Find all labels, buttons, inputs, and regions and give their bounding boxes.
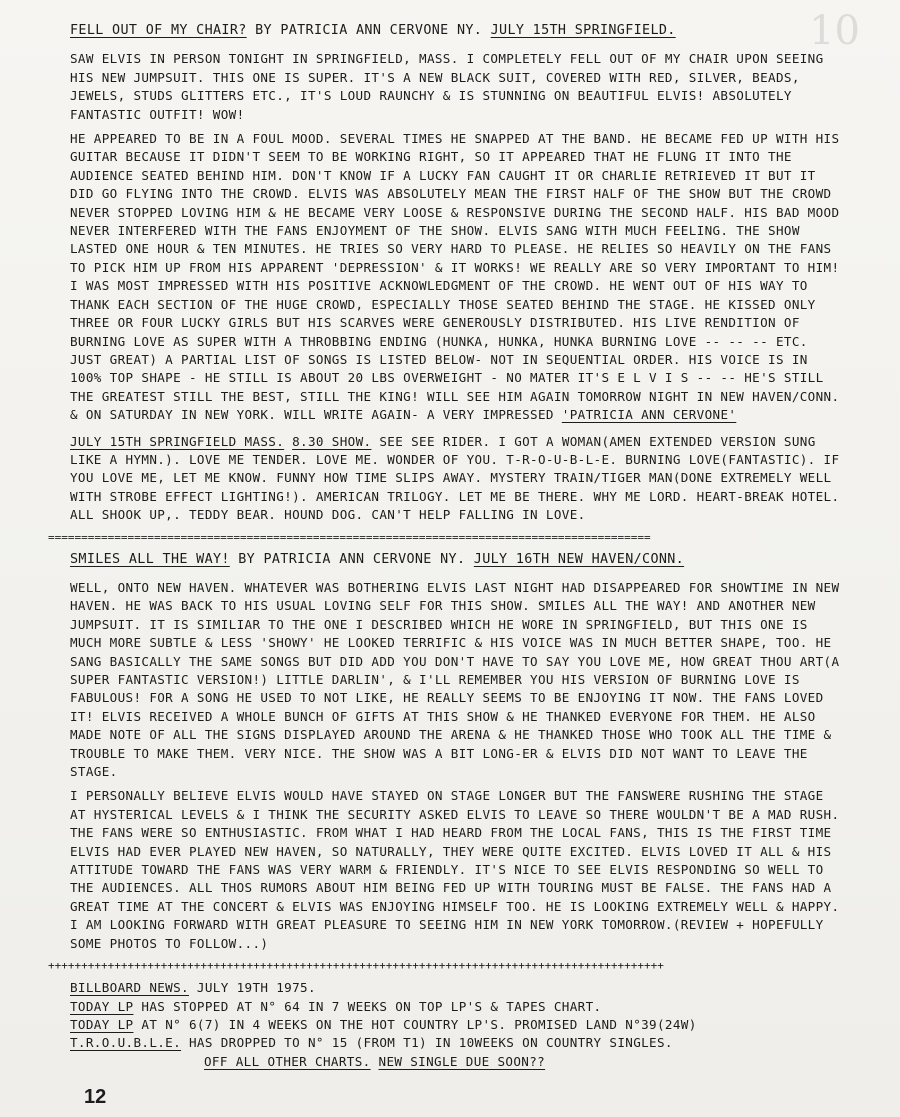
article1-paragraph-2-text: HE APPEARED TO BE IN A FOUL MOOD. SEVERAL TIMES HE SNAPPED AT THE BAND. HE BECAME FED UP WITH HIS GUITAR BECAUSE IT DIDN'T SEEM TO BE WORKING RIGHT, SO IT APPEARED THAT HE FLUNG IT INTO THE AUDIENCE SEATED BEHIND HIM. DON'T KNOW IF A LUCKY FAN CAUGHT IT OR CHARLIE RETRIEVED IT BUT IT DID GO FLYING INTO THE CROWD. ELVIS WAS ABSOLUTELY MEAN THE FIRST HALF OF THE SHOW BUT THE CROWD NEVER STOPPED LOVING HIM & HE BECAME VERY LOOSE & RESPONSIVE DURING THE SECOND HALF. HIS BAD MOOD NEVER INTERFERED WITH THE FANS ENJOYMENT OF THE SHOW. ELVIS SANG WITH MUCH FEELING. THE SHOW LASTED ONE HOUR & TEN MINUTES. HE TRIES SO VERY HARD TO PLEASE. HE RELIES SO HEAVILY ON THE FANS TO PICK HIM UP FROM HIS APPARENT 'DEPRESSION' & IT WORKS! WE REALLY ARE SO VERY IMPORTANT TO HIM! I WAS MOST IMPRESSED WITH HIS POSITIVE ACKNOWLEDGMENT OF THE CROWD. HE WENT OUT OF HIS WAY TO THANK EACH SECTION OF THE HUGE CROWD, ESPECIALLY THOSE SEATED BEHIND THE STAGE. HE KISSED ONLY THREE OR FOUR LUCKY GIRLS BUT HIS SCARVES WERE GENEROUSLY DISTRIBUTED. HIS LIVE RENDITION OF BURNING LOVE AS SUPER WITH A THROBBING ENDING (HUNKA, HUNKA, HUNKA BURNING LOVE -- -- -- ETC. JUST GREAT) A PARTIAL LIST OF SONGS IS LISTED BELOW- NOT IN SEQUENTIAL ORDER. HIS VOICE IS IN 100% TOP SHAPE - HE STILL IS ABOUT 20 LBS OVERWEIGHT - NO MATER IT'S E L V I S -- -- HE'S STILL THE GREATEST STILL THE BEST, STILL THE KING! WILL SEE HIM AGAIN TOMORROW NIGHT IN NEW HAVEN/CONN. & ON SATURDAY IN NEW YORK. WILL WRITE AGAIN- A VERY IMPRESSED	[70, 131, 840, 423]
article2-paragraph-2: I PERSONALLY BELIEVE ELVIS WOULD HAVE STAYED ON STAGE LONGER BUT THE FANSWERE RUSHING THE STAGE AT HYSTERICAL LEVELS & I THINK THE SECURITY ASKED ELVIS TO LEAVE SO THERE WOULDN'T BE A MAD RUSH. THE FANS WERE SO ENTHUSIASTIC. FROM WHAT I HAD HEARD FROM THE LOCAL FANS, THIS IS THE FIRST TIME ELVIS HAD EVER PLAYED NEW HAVEN, SO NATURALLY, THEY WERE QUITE EXCITED. ELVIS LOVED IT ALL & HIS ATTITUDE TOWARD THE FANS WAS VERY WARM & FRIENDLY. IT'S NICE TO SEE ELVIS RESPONDING SO WELL TO THE AUDIENCES. ALL THOS RUMORS ABOUT HIM BEING FED UP WITH TOURING MUST BE FALSE. THE FANS HAD A GREAT TIME AT THE CONCERT & ELVIS WAS ENJOYING HIMSELF TOO. HE IS LOOKING EXTREMELY WELL & HAPPY. I AM LOOKING FORWARD WITH GREAT PLEASURE TO SEEING HIM IN NEW YORK TOMORROW.(REVIEW + HOPEFULLY SOME PHOTOS TO FOLLOW...)	[70, 788, 840, 951]
billboard-heading	[70, 979, 840, 997]
billboard-line-2-text: AT N° 6(7) IN 4 WEEKS ON THE HOT COUNTRY LP'S. PROMISED LAND N°39(24W)	[141, 1016, 697, 1032]
setlist-time: 8.30 SHOW.	[292, 433, 372, 449]
billboard-date: JULY 19TH 1975.	[196, 980, 316, 996]
article2-dateline: JULY 16TH NEW HAVEN/CONN.	[473, 551, 685, 567]
article1-byline: BY PATRICIA ANN CERVONE NY.	[255, 23, 483, 38]
billboard-line-3	[70, 1034, 840, 1052]
billboard-title: BILLBOARD NEWS.	[70, 980, 189, 996]
article-column	[48, 22, 840, 1071]
billboard-line-1-label: TODAY LP	[70, 998, 134, 1014]
billboard-line-4-label: NEW SINGLE DUE SOON??	[378, 1053, 546, 1069]
billboard-line-2	[70, 1016, 840, 1034]
billboard-news	[70, 979, 840, 1071]
article2-headline	[70, 551, 840, 569]
billboard-line-3-text: HAS DROPPED TO N° 15 (FROM T1) IN 10WEEKS ON COUNTRY SINGLES.	[189, 1035, 673, 1051]
separator-plus: +++++++++++++++++++++++++++++++++++++++++++++++++++++++++++++++++++++++++++++++++++++++++++++	[48, 959, 664, 973]
billboard-line-4	[70, 1053, 840, 1071]
article1-paragraph-1: SAW ELVIS IN PERSON TONIGHT IN SPRINGFIELD, MASS. I COMPLETELY FELL OUT OF MY CHAIR UPON SEEING HIS NEW JUMPSUIT. THIS ONE IS SUPER. IT'S A NEW BLACK SUIT, COVERED WITH RED, SILVER, BEADS, JEWELS, STUDS GLITTERS ETC., IT'S LOUD RAUNCHY & IS STUNNING ON BEAUTIFUL ELVIS! ABSOLUTELY FANTASTIC OUTFIT! WOW!	[70, 51, 824, 122]
setlist	[70, 433, 840, 525]
article1-headline	[70, 22, 840, 40]
billboard-line-3-label: T.R.O.U.B.L.E.	[70, 1035, 182, 1051]
article2-title: SMILES ALL THE WAY!	[70, 551, 230, 567]
separator-equals: ===========================================================================================	[48, 530, 651, 544]
billboard-line-2-label: TODAY LP	[70, 1016, 134, 1032]
setlist-header: JULY 15TH SPRINGFIELD MASS.	[70, 433, 285, 449]
article2-paragraph-1: WELL, ONTO NEW HAVEN. WHATEVER WAS BOTHERING ELVIS LAST NIGHT HAD DISAPPEARED FOR SHOWTIME IN NEW HAVEN. HE WAS BACK TO HIS USUAL LOVING SELF FOR THIS SHOW. SMILES ALL THE WAY! AND ANOTHER NEW JUMPSUIT. IT IS SIMILIAR TO THE ONE I DESCRIBED WHICH HE WORE IN SPRINGFIELD, BUT THIS ONE IS MUCH MORE SUBTLE & LESS 'SHOWY' HE LOOKED TERRIFIC & HIS VOICE WAS IN MUCH BETTER SHAPE, TOO. HE SANG BASICALLY THE SAME SONGS BUT DID ADD YOU DON'T HAVE TO SAY YOU LOVE ME, HOW GREAT THOU ART(A SUPER FANTASTIC VERSION!) LITTLE DARLIN', & I'LL REMEMBER YOU HIS VERSION OF BURNING LOVE IS FABULOUS! FOR A SONG HE USED TO NOT LIKE, HE REALLY SEEMS TO BE ENJOYING IT NOW. THE FANS LOVED IT! ELVIS RECEIVED A WHOLE BUNCH OF GIFTS AT THIS SHOW & HE THANKED EVERYONE FOR THEM. HE ALSO MADE NOTE OF ALL THE SIGNS DISPLAYED AROUND THE ARENA & HE THANKED THOSE WHO TOOK ALL THE TIME & TROUBLE TO MAKE THEM. VERY NICE. THE SHOW WAS A BIT LONG-ER & ELVIS DID NOT WANT TO LEAVE THE STAGE.	[70, 579, 840, 780]
article2-byline: BY PATRICIA ANN CERVONE NY.	[238, 551, 466, 567]
article1-dateline: JULY 15TH SPRINGFIELD.	[490, 23, 676, 38]
article1-signature: 'PATRICIA ANN CERVONE'	[561, 407, 737, 423]
article1-paragraph-2	[70, 130, 840, 425]
page-number: 12	[84, 1086, 107, 1108]
bleed-through-page-number: 10	[809, 8, 860, 54]
billboard-line-4-text: OFF ALL OTHER CHARTS.	[204, 1053, 371, 1069]
billboard-line-1-text: HAS STOPPED AT N° 64 IN 7 WEEKS ON TOP LP'S & TAPES CHART.	[141, 998, 602, 1014]
billboard-line-1	[70, 998, 840, 1016]
setlist-songs: SEE SEE RIDER. I GOT A WOMAN(AMEN EXTENDED VERSION SUNG LIKE A HYMN.). LOVE ME TENDER. LOVE ME. WONDER OF YOU. T-R-O-U-B-L-E. BURNING LOVE(FANTASTIC). IF YOU LOVE ME, LET ME KNOW. FUNNY HOW TIME SLIPS AWAY. MYSTERY TRAIN/TIGER MAN(DONE EXTREMELY WELL WITH STROBE EFFECT LIGHTING!). AMERICAN TRILOGY. LET ME BE THERE. WHY ME LORD. HEART-BREAK HOTEL. ALL SHOOK UP,. TEDDY BEAR. HOUND DOG. CAN'T HELP FALLING IN LOVE.	[70, 433, 840, 523]
article1-title: FELL OUT OF MY CHAIR?	[70, 23, 247, 38]
